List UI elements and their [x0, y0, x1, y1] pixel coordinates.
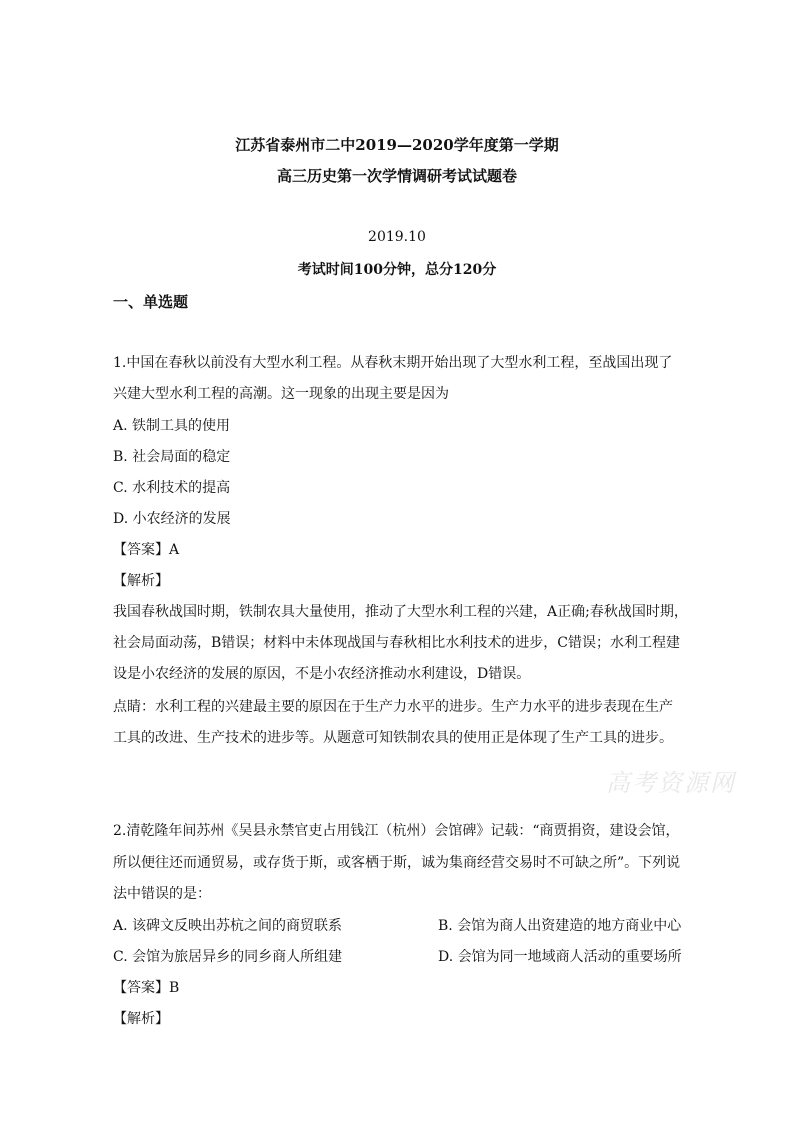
q1-option-d: D. 小农经济的发展	[113, 511, 231, 527]
document-title-line1: 江苏省泰州市二中2019—2020学年度第一学期	[235, 136, 559, 154]
document-title-line2: 高三历史第一次学情调研考试试题卷	[276, 167, 517, 185]
q1-analysis-line2: 社会局面动荡，B错误；材料中未体现战国与春秋相比水利技术的进步，C错误；水利工程建	[113, 635, 680, 651]
exam-date: 2019.10	[368, 229, 426, 245]
section-heading: 一、单选题	[113, 293, 189, 311]
q2-option-d: D. 会馆为同一地域商人活动的重要场所	[438, 949, 682, 965]
q2-analysis-label: 【解析】	[113, 1011, 169, 1027]
exam-info: 考试时间100分钟，总分120分	[297, 262, 497, 278]
q1-option-a: A. 铁制工具的使用	[113, 418, 231, 434]
q2-answer: 【答案】B	[113, 980, 180, 996]
q2-stem-line3: 法中错误的是：	[113, 886, 211, 902]
q1-option-b: B. 社会局面的稳定	[113, 449, 231, 465]
q2-stem-line2: 所以便往还而通贸易，或存货于斯，或客栖于斯，诚为集商经营交易时不可缺之所”。下列说	[113, 855, 681, 871]
q1-analysis-line3: 设是小农经济的发展的原因，不是小农经济推动水利建设，D错误。	[113, 666, 531, 682]
q2-option-a: A. 该碑文反映出苏杭之间的商贸联系	[113, 918, 343, 934]
q1-stem-line2: 兴建大型水利工程的高潮。这一现象的出现主要是因为	[113, 386, 449, 402]
q1-option-c: C. 水利技术的提高	[113, 480, 231, 496]
q1-stem-line1: 1.中国在春秋以前没有大型水利工程。从春秋末期开始出现了大型水利工程，至战国出现了	[113, 355, 673, 371]
watermark: 高考资源网	[606, 769, 736, 797]
q1-comment-line1: 点睛：水利工程的兴建最主要的原因在于生产力水平的进步。生产力水平的进步表现在生产	[113, 699, 673, 715]
q1-answer: 【答案】A	[113, 542, 180, 558]
q1-analysis-line1: 我国春秋战国时期，铁制农具大量使用，推动了大型水利工程的兴建，A正确;春秋战国时期，	[113, 604, 688, 620]
q2-option-b: B. 会馆为商人出资建造的地方商业中心	[438, 918, 682, 934]
q1-comment-line2: 工具的改进、生产技术的进步等。从题意可知铁制农具的使用正是体现了生产工具的进步。	[113, 730, 673, 746]
q2-option-c: C. 会馆为旅居异乡的同乡商人所组建	[113, 949, 343, 965]
q2-stem-line1: 2.清乾隆年间苏州《吴县永禁官吏占用钱江（杭州）会馆碑》记载：“商贾捐资，建设会馆，	[113, 823, 680, 839]
q1-analysis-label: 【解析】	[113, 573, 169, 589]
